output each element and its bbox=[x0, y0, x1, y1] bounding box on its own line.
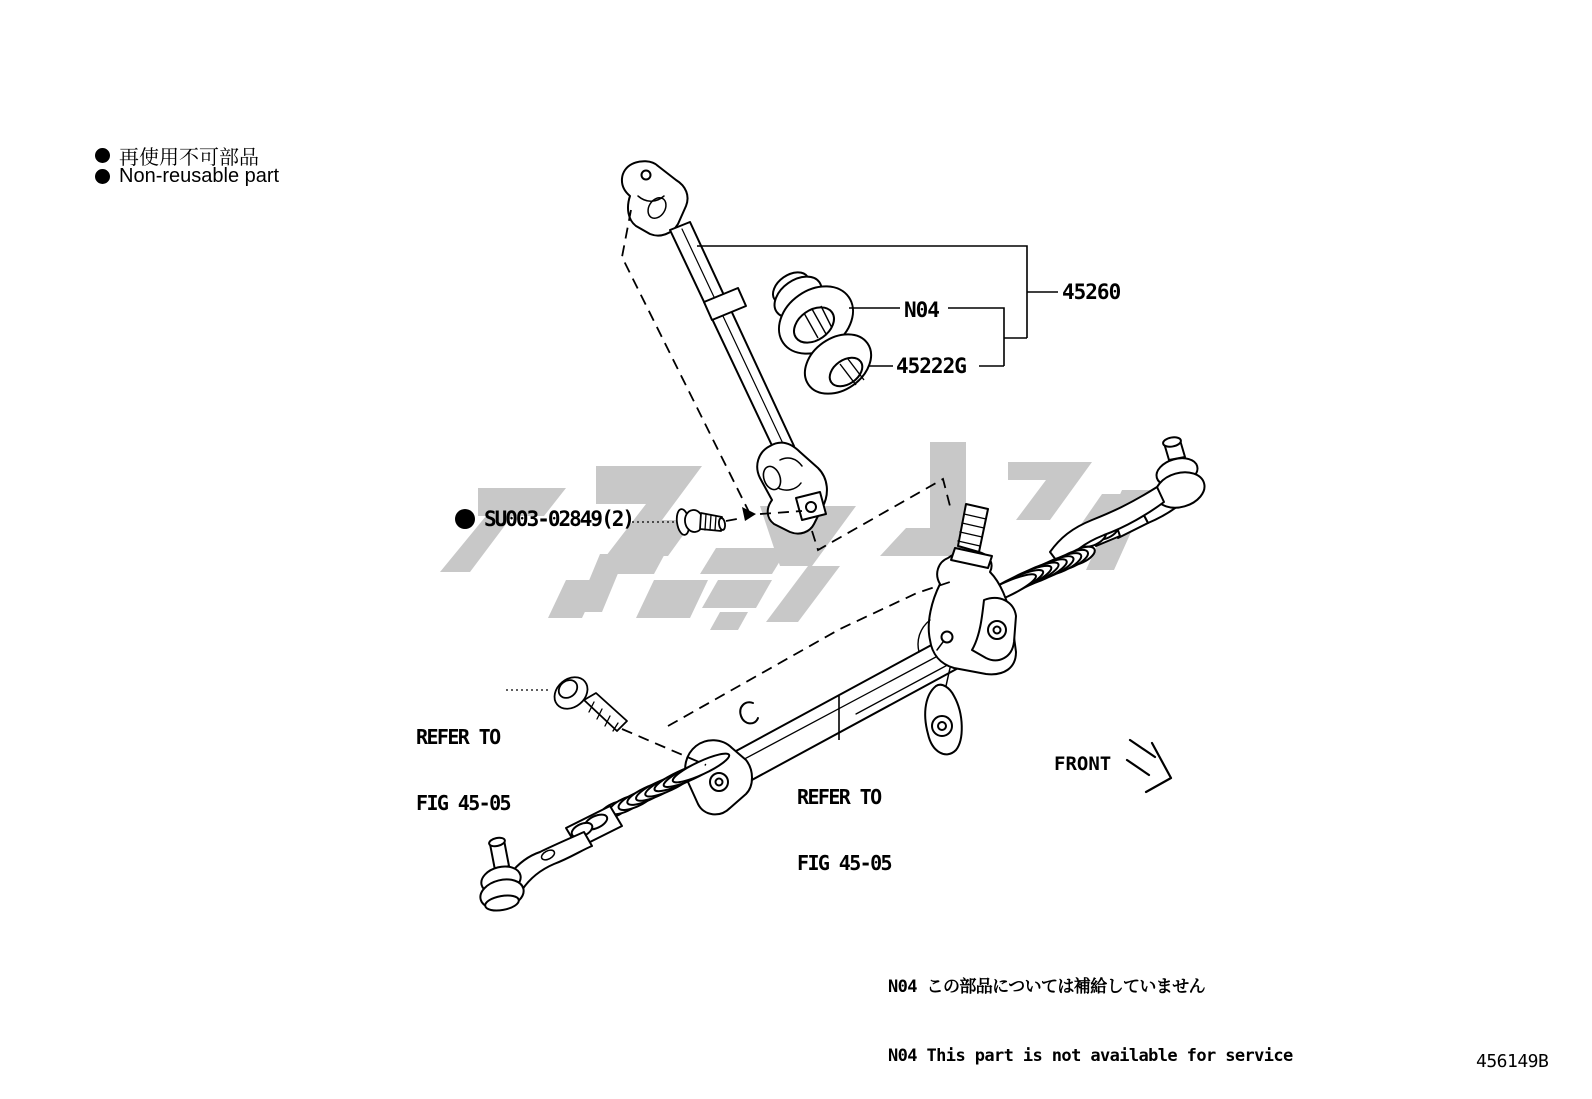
dashed-line-arrowhead bbox=[742, 507, 756, 521]
refer-to-line2: FIG 45-05 bbox=[416, 791, 510, 815]
shaft-body bbox=[670, 222, 794, 454]
upper-universal-joint bbox=[622, 159, 688, 236]
non-reusable-bullet-icon bbox=[95, 169, 110, 184]
callout-su003-row bbox=[455, 507, 633, 531]
refer-to-line1: REFER TO bbox=[797, 785, 881, 809]
legend-row-en bbox=[95, 165, 279, 188]
figure-code: 456149B bbox=[1476, 1051, 1549, 1072]
callout-45222G: 45222G bbox=[896, 354, 966, 378]
callout-SU003: SU003-02849(2) bbox=[484, 507, 634, 531]
legend-en-label: Non-reusable part bbox=[119, 165, 280, 187]
su003-bolt bbox=[675, 508, 726, 535]
refer-to-line1: REFER TO bbox=[416, 725, 500, 749]
non-reusable-bullet-icon bbox=[455, 509, 475, 529]
refer-fig-bolt bbox=[548, 671, 627, 731]
callout-45260: 45260 bbox=[1062, 280, 1121, 304]
refer-to-line2: FIG 45-05 bbox=[797, 851, 891, 875]
refer-to-note-left bbox=[416, 682, 510, 836]
service-notes bbox=[888, 930, 1293, 1091]
right-tie-rod-end bbox=[1050, 436, 1209, 568]
service-note-jp: N04 この部品については補給していません bbox=[888, 977, 1205, 997]
front-label: FRONT bbox=[1054, 753, 1112, 775]
left-tie-rod-end bbox=[477, 836, 526, 912]
non-reusable-bullet-icon bbox=[95, 148, 110, 163]
front-arrow-icon bbox=[1127, 740, 1171, 792]
legend-jp-label: 再使用不可部品 bbox=[119, 145, 259, 169]
left-tie-rod bbox=[510, 806, 622, 890]
callout-N04: N04 bbox=[904, 298, 939, 322]
service-note-en: N04 This part is not available for service bbox=[888, 1046, 1293, 1066]
refer-to-note-center bbox=[797, 742, 891, 896]
